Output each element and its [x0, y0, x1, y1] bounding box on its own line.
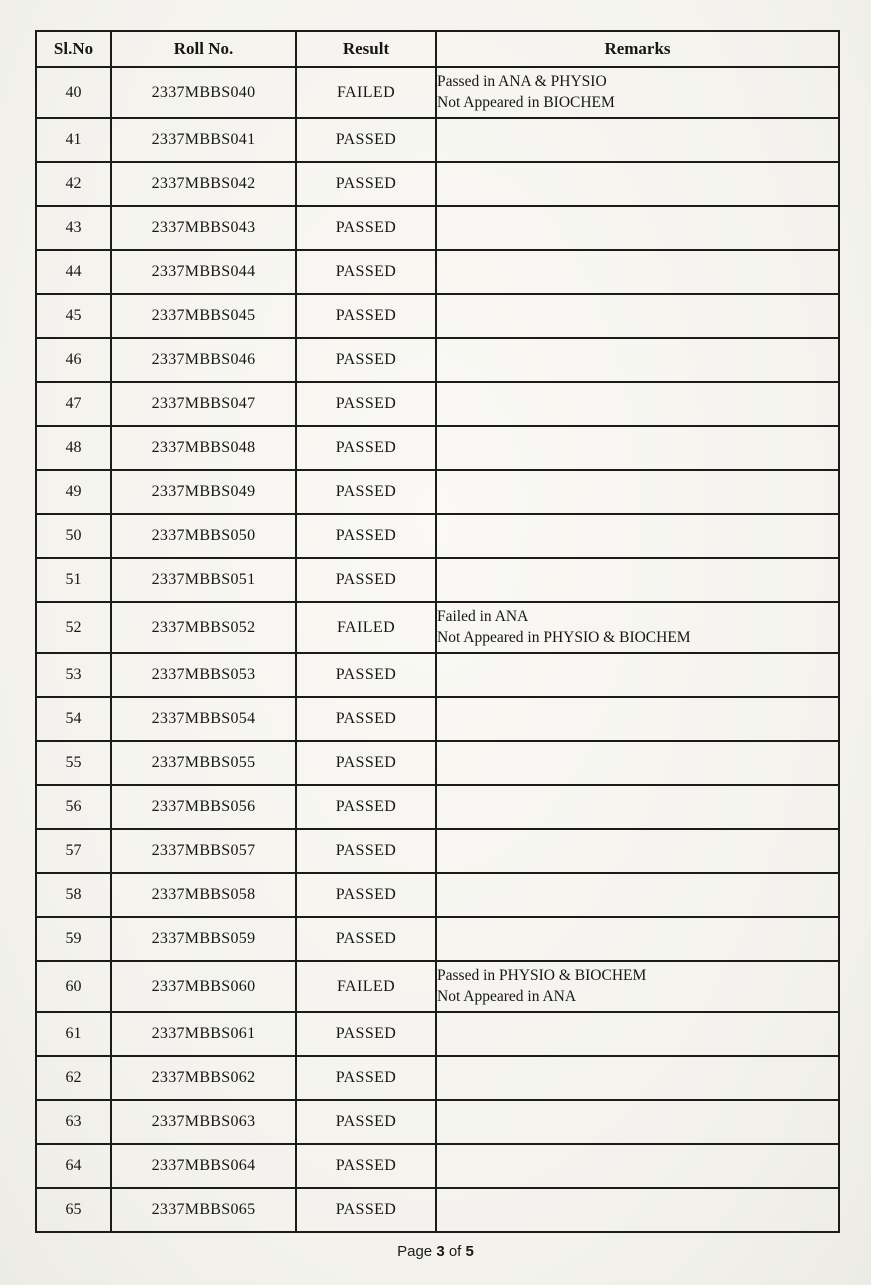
cell-sl-no: 43 — [36, 206, 111, 250]
table-row — [36, 162, 839, 206]
cell-sl-no: 63 — [36, 1100, 111, 1144]
cell-result: PASSED — [296, 1100, 436, 1144]
cell-sl-no: 65 — [36, 1188, 111, 1232]
column-header-roll-no: Roll No. — [111, 31, 296, 67]
table-row — [36, 206, 839, 250]
cell-result: PASSED — [296, 162, 436, 206]
page-footer-current-page: 3 — [436, 1243, 445, 1260]
cell-remarks — [436, 250, 839, 294]
cell-sl-no: 57 — [36, 829, 111, 873]
cell-roll-no: 2337MBBS044 — [111, 250, 296, 294]
results-table-body — [36, 67, 839, 1232]
cell-remarks — [436, 118, 839, 162]
cell-remarks — [436, 917, 839, 961]
cell-result: PASSED — [296, 1188, 436, 1232]
table-row — [36, 118, 839, 162]
table-row — [36, 917, 839, 961]
cell-sl-no: 53 — [36, 653, 111, 697]
column-header-result: Result — [296, 31, 436, 67]
page-footer-label: Page — [397, 1243, 433, 1260]
cell-sl-no: 52 — [36, 602, 111, 653]
cell-sl-no: 60 — [36, 961, 111, 1012]
cell-result: PASSED — [296, 1012, 436, 1056]
table-row — [36, 873, 839, 917]
cell-sl-no: 59 — [36, 917, 111, 961]
cell-remarks — [436, 697, 839, 741]
table-row — [36, 470, 839, 514]
table-row — [36, 961, 839, 1012]
cell-result: PASSED — [296, 873, 436, 917]
cell-roll-no: 2337MBBS054 — [111, 697, 296, 741]
cell-remarks — [436, 785, 839, 829]
cell-result: PASSED — [296, 206, 436, 250]
cell-remarks — [436, 294, 839, 338]
cell-result: FAILED — [296, 602, 436, 653]
table-row — [36, 1144, 839, 1188]
cell-result: PASSED — [296, 917, 436, 961]
cell-roll-no: 2337MBBS048 — [111, 426, 296, 470]
remark-line: Passed in PHYSIO & BIOCHEM — [437, 967, 647, 985]
cell-result: FAILED — [296, 961, 436, 1012]
column-header-sl-no: Sl.No — [36, 31, 111, 67]
cell-roll-no: 2337MBBS047 — [111, 382, 296, 426]
cell-remarks — [436, 162, 839, 206]
cell-result: PASSED — [296, 118, 436, 162]
cell-result: PASSED — [296, 250, 436, 294]
table-row — [36, 514, 839, 558]
cell-roll-no: 2337MBBS058 — [111, 873, 296, 917]
cell-roll-no: 2337MBBS041 — [111, 118, 296, 162]
cell-remarks — [436, 653, 839, 697]
cell-remarks — [436, 1188, 839, 1232]
page-footer — [0, 1243, 871, 1260]
table-row — [36, 785, 839, 829]
cell-sl-no: 55 — [36, 741, 111, 785]
cell-roll-no: 2337MBBS043 — [111, 206, 296, 250]
cell-sl-no: 44 — [36, 250, 111, 294]
results-table — [35, 30, 840, 1233]
cell-remarks — [436, 382, 839, 426]
cell-remarks — [436, 1100, 839, 1144]
cell-result: PASSED — [296, 514, 436, 558]
cell-roll-no: 2337MBBS046 — [111, 338, 296, 382]
cell-result: PASSED — [296, 1056, 436, 1100]
header-row — [36, 31, 839, 67]
cell-result: PASSED — [296, 470, 436, 514]
table-row — [36, 602, 839, 653]
cell-remarks — [436, 514, 839, 558]
table-row — [36, 294, 839, 338]
cell-remarks — [436, 602, 839, 653]
cell-sl-no: 41 — [36, 118, 111, 162]
column-header-remarks: Remarks — [436, 31, 839, 67]
remark-line: Not Appeared in ANA — [437, 987, 577, 1005]
cell-result: PASSED — [296, 1144, 436, 1188]
cell-roll-no: 2337MBBS049 — [111, 470, 296, 514]
cell-sl-no: 40 — [36, 67, 111, 118]
table-row — [36, 67, 839, 118]
cell-remarks — [436, 961, 839, 1012]
cell-sl-no: 61 — [36, 1012, 111, 1056]
cell-sl-no: 50 — [36, 514, 111, 558]
cell-roll-no: 2337MBBS045 — [111, 294, 296, 338]
cell-result: PASSED — [296, 382, 436, 426]
cell-result: PASSED — [296, 426, 436, 470]
cell-roll-no: 2337MBBS056 — [111, 785, 296, 829]
cell-sl-no: 64 — [36, 1144, 111, 1188]
table-row — [36, 1012, 839, 1056]
cell-roll-no: 2337MBBS057 — [111, 829, 296, 873]
cell-sl-no: 49 — [36, 470, 111, 514]
cell-remarks — [436, 558, 839, 602]
table-row — [36, 653, 839, 697]
cell-roll-no: 2337MBBS055 — [111, 741, 296, 785]
cell-result: PASSED — [296, 741, 436, 785]
cell-remarks — [436, 338, 839, 382]
cell-result: PASSED — [296, 558, 436, 602]
cell-roll-no: 2337MBBS062 — [111, 1056, 296, 1100]
cell-roll-no: 2337MBBS061 — [111, 1012, 296, 1056]
cell-result: FAILED — [296, 67, 436, 118]
cell-result: PASSED — [296, 829, 436, 873]
cell-roll-no: 2337MBBS065 — [111, 1188, 296, 1232]
page-footer-total-pages: 5 — [465, 1243, 474, 1260]
cell-sl-no: 54 — [36, 697, 111, 741]
cell-result: PASSED — [296, 697, 436, 741]
cell-roll-no: 2337MBBS064 — [111, 1144, 296, 1188]
remark-line: Not Appeared in PHYSIO & BIOCHEM — [437, 628, 691, 646]
cell-result: PASSED — [296, 653, 436, 697]
cell-sl-no: 51 — [36, 558, 111, 602]
cell-roll-no: 2337MBBS059 — [111, 917, 296, 961]
cell-remarks — [436, 1056, 839, 1100]
cell-sl-no: 47 — [36, 382, 111, 426]
cell-remarks — [436, 741, 839, 785]
remark-line: Passed in ANA & PHYSIO — [437, 73, 607, 91]
cell-roll-no: 2337MBBS063 — [111, 1100, 296, 1144]
table-row — [36, 1188, 839, 1232]
table-row — [36, 1100, 839, 1144]
results-table-header — [36, 31, 839, 67]
table-row — [36, 338, 839, 382]
cell-sl-no: 58 — [36, 873, 111, 917]
cell-roll-no: 2337MBBS040 — [111, 67, 296, 118]
table-row — [36, 558, 839, 602]
cell-sl-no: 48 — [36, 426, 111, 470]
cell-roll-no: 2337MBBS060 — [111, 961, 296, 1012]
cell-roll-no: 2337MBBS053 — [111, 653, 296, 697]
table-row — [36, 1056, 839, 1100]
table-row — [36, 426, 839, 470]
cell-result: PASSED — [296, 294, 436, 338]
cell-sl-no: 45 — [36, 294, 111, 338]
cell-remarks — [436, 470, 839, 514]
table-row — [36, 829, 839, 873]
cell-sl-no: 56 — [36, 785, 111, 829]
table-row — [36, 741, 839, 785]
cell-roll-no: 2337MBBS042 — [111, 162, 296, 206]
cell-sl-no: 46 — [36, 338, 111, 382]
cell-remarks — [436, 1012, 839, 1056]
cell-roll-no: 2337MBBS052 — [111, 602, 296, 653]
cell-result: PASSED — [296, 338, 436, 382]
cell-sl-no: 42 — [36, 162, 111, 206]
cell-roll-no: 2337MBBS050 — [111, 514, 296, 558]
table-row — [36, 382, 839, 426]
cell-remarks — [436, 873, 839, 917]
remark-line: Failed in ANA — [437, 608, 529, 626]
cell-remarks — [436, 426, 839, 470]
page-footer-of-label: of — [448, 1243, 462, 1260]
cell-result: PASSED — [296, 785, 436, 829]
table-row — [36, 250, 839, 294]
cell-remarks — [436, 206, 839, 250]
cell-remarks — [436, 67, 839, 118]
cell-roll-no: 2337MBBS051 — [111, 558, 296, 602]
table-row — [36, 697, 839, 741]
remark-line: Not Appeared in BIOCHEM — [437, 93, 615, 111]
cell-remarks — [436, 1144, 839, 1188]
cell-sl-no: 62 — [36, 1056, 111, 1100]
cell-remarks — [436, 829, 839, 873]
